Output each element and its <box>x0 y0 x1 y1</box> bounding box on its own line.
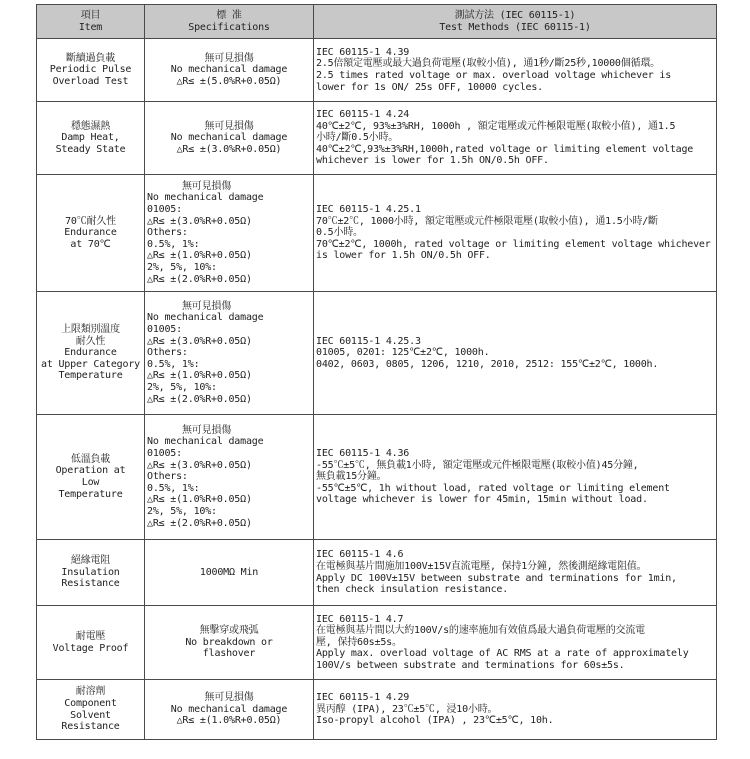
item-cell: 耐電壓 Voltage Proof <box>37 606 145 680</box>
table-row <box>37 606 717 680</box>
specs-cell: 無可見損傷 No mechanical damage △R≤ ±(5.0%R+0.05Ω) <box>145 39 314 102</box>
method-cell: IEC 60115-1 4.39 2.5倍額定電壓或最大過負荷電壓(取較小值), 通1秒/斷25秒,10000個循環。 2.5 times rated voltage or max. overload voltage whichever is lower for 1s ON/ 25s OFF, 10000 cycles. <box>314 39 717 102</box>
table-row <box>37 292 717 415</box>
table-row <box>37 102 717 175</box>
specs-cell: 無擊穿或飛弧 No breakdown or flashover <box>145 606 314 680</box>
table-row <box>37 39 717 102</box>
item-cell: 斷續過負載 Periodic Pulse Overload Test <box>37 39 145 102</box>
specs-cell: 無可見損傷 No mechanical damage △R≤ ±(1.0%R+0.05Ω) <box>145 680 314 740</box>
table-row <box>37 175 717 292</box>
specs-cell: 無可見損傷 No mechanical damage △R≤ ±(3.0%R+0.05Ω) <box>145 102 314 175</box>
method-cell: IEC 60115-1 4.36 -55℃±5℃, 無負載1小時, 額定電壓或元件極限電壓(取較小值)45分鐘, 無負載15分鐘。 -55℃±5℃, 1h without load, rated voltage or limiting element voltage whichever is lower for 45min, 15min without load. <box>314 415 717 540</box>
specification-table <box>36 4 717 740</box>
spec-sheet <box>36 4 716 750</box>
method-cell: IEC 60115-1 4.29 異丙醇 (IPA), 23℃±5℃, 浸10小時。 Iso-propyl alcohol (IPA) , 23℃±5℃, 10h. <box>314 680 717 740</box>
item-cell: 70℃耐久性 Endurance at 70℃ <box>37 175 145 292</box>
header-item: 項目 Item <box>37 5 145 39</box>
table-row <box>37 540 717 606</box>
item-cell: 穩態濕熱 Damp Heat, Steady State <box>37 102 145 175</box>
header-test-methods: 測試方法 (IEC 60115-1) Test Methods (IEC 60115-1) <box>314 5 717 39</box>
table-header-row <box>37 5 717 39</box>
item-cell: 上限類別溫度 耐久性 Endurance at Upper Category Temperature <box>37 292 145 415</box>
method-cell: IEC 60115-1 4.25.1 70℃±2℃, 1000小時, 額定電壓或元件極限電壓(取較小值), 通1.5小時/斷 0.5小時。 70℃±2℃, 1000h, rated voltage or limiting element voltage whichever is lower for 1.5h ON/0.5h OFF. <box>314 175 717 292</box>
item-cell: 絕緣電阻 Insulation Resistance <box>37 540 145 606</box>
method-cell: IEC 60115-1 4.25.3 01005, 0201: 125℃±2℃, 1000h. 0402, 0603, 0805, 1206, 1210, 2010, 2512: 155℃±2℃, 1000h. <box>314 292 717 415</box>
header-specifications: 標 准 Specifications <box>145 5 314 39</box>
specs-cell: 無可見損傷 No mechanical damage 01005: △R≤ ±(3.0%R+0.05Ω) Others: 0.5%, 1%: △R≤ ±(1.0%R+0.05Ω) 2%, 5%, 10%: △R≤ ±(2.0%R+0.05Ω) <box>145 175 314 292</box>
method-cell: IEC 60115-1 4.7 在電極與基片間以大約100V/s的速率施加有效值爲最大過負荷電壓的交流電 壓, 保持60s±5s。 Apply max. overload voltage of AC RMS at a rate of approximately 100V/s between substrate and terminations for 60s±5s. <box>314 606 717 680</box>
item-cell: 耐溶劑 Component Solvent Resistance <box>37 680 145 740</box>
method-cell: IEC 60115-1 4.24 40℃±2℃, 93%±3%RH, 1000h , 額定電壓或元件極限電壓(取較小值), 通1.5 小時/斷0.5小時。 40℃±2℃,93%±3%RH,1000h,rated voltage or limiting element voltage whichever is lower for 1.5h ON/0.5h OFF. <box>314 102 717 175</box>
method-cell: IEC 60115-1 4.6 在電極與基片間施加100V±15V直流電壓, 保持1分鐘, 然後測絕緣電阻值。 Apply DC 100V±15V between substrate and terminations for 1min, then check insulation resistance. <box>314 540 717 606</box>
table-row <box>37 680 717 740</box>
item-cell: 低溫負載 Operation at Low Temperature <box>37 415 145 540</box>
specs-cell: 1000MΩ Min <box>145 540 314 606</box>
specs-cell: 無可見損傷 No mechanical damage 01005: △R≤ ±(3.0%R+0.05Ω) Others: 0.5%, 1%: △R≤ ±(1.0%R+0.05Ω) 2%, 5%, 10%: △R≤ ±(2.0%R+0.05Ω) <box>145 415 314 540</box>
specs-cell: 無可見損傷 No mechanical damage 01005: △R≤ ±(3.0%R+0.05Ω) Others: 0.5%, 1%: △R≤ ±(1.0%R+0.05Ω) 2%, 5%, 10%: △R≤ ±(2.0%R+0.05Ω) <box>145 292 314 415</box>
table-row <box>37 415 717 540</box>
